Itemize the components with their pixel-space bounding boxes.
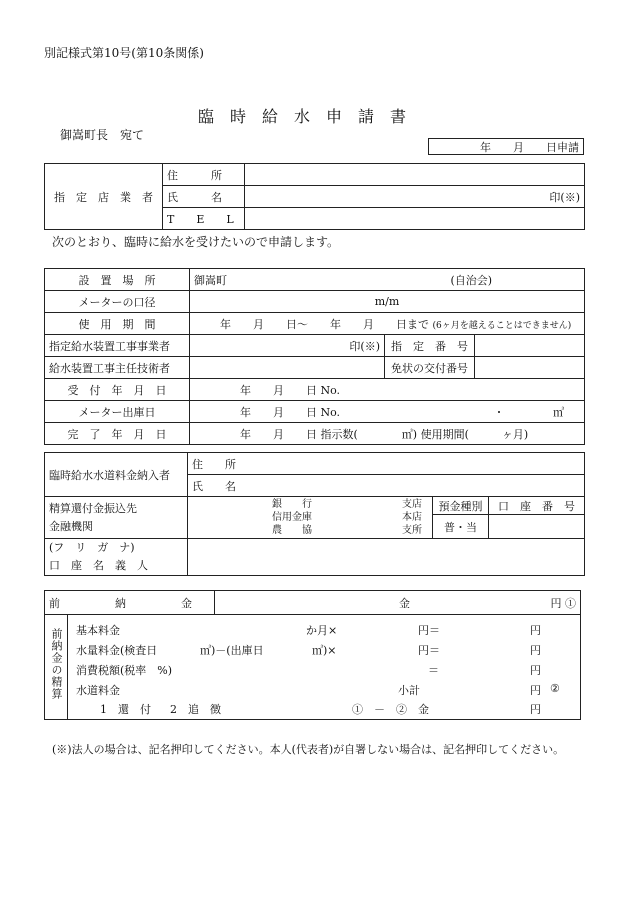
location-label: 設 置 場 所	[45, 269, 190, 291]
account-holder-label	[45, 539, 188, 576]
settlement-formula: ① － ② 金	[352, 703, 429, 716]
base-fee-eq: 円＝	[418, 624, 440, 637]
name-label: 氏 名	[163, 186, 245, 208]
volume-fee-label: 水量料金(検査日	[76, 644, 158, 657]
payer-label: 臨時給水水道料金納入者	[45, 453, 188, 497]
volume-fee-mid: ㎥)－(出庫日	[200, 644, 264, 657]
settlement-top-table	[44, 590, 581, 615]
meter-out-value: 年 月 日 No.	[240, 405, 341, 419]
received-date-field[interactable]: 年 月 日 No.	[190, 379, 585, 401]
location-assoc: (自治会)	[450, 273, 493, 287]
deposit-type-field[interactable]: 普・当	[433, 515, 489, 539]
water-fee-label: 水道料金	[76, 684, 120, 697]
contractor-seal: 印(※)	[349, 339, 380, 353]
base-fee-label: 基本料金	[76, 624, 120, 637]
volume-fee-calc: ㎥)×	[312, 644, 337, 657]
meter-out-unit: ㎥	[553, 405, 565, 419]
volume-fee-eq: 円＝	[418, 644, 440, 657]
engineer-field[interactable]	[190, 357, 385, 379]
meter-diameter-field[interactable]: m/m	[190, 291, 585, 313]
usage-months: 使用期間( ヶ月)	[420, 427, 529, 441]
settlement-divider	[67, 614, 68, 720]
deposit-type-label: 預金種別	[433, 497, 489, 515]
completed-date-field[interactable]	[190, 423, 585, 445]
branch-type-office: 支所	[402, 525, 422, 536]
refund-bank-label	[45, 497, 188, 539]
account-number-label: 口 座 番 号	[489, 497, 585, 515]
account-number-field[interactable]	[489, 515, 585, 539]
form-reference: 別記様式第10号(第10条関係)	[44, 46, 204, 60]
tel-field[interactable]	[245, 208, 585, 230]
prepaid-yen: 円	[550, 596, 562, 610]
payer-name-label: 氏 名	[192, 479, 236, 493]
address-field[interactable]	[245, 164, 585, 186]
subtotal-mark: ②	[550, 682, 560, 695]
prepaid-label: 前 納 金	[45, 591, 215, 615]
surcharge-option[interactable]: 2 追 徴	[170, 703, 221, 716]
usage-period-note: (6ヶ月を越えることはできません)	[432, 320, 572, 331]
page-title: 臨 時 給 水 申 請 書	[198, 107, 407, 126]
seal-mark: 印(※)	[549, 190, 580, 204]
designated-number-field[interactable]	[475, 335, 585, 357]
designated-number-label: 指 定 番 号	[385, 335, 475, 357]
meter-reading: 指示数( ㎥)	[320, 427, 418, 441]
account-holder-field[interactable]	[188, 539, 585, 576]
base-fee-calc: か月×	[306, 624, 338, 637]
completed-date-label: 完 了 年 月 日	[45, 423, 190, 445]
payer-address-label: 住 所	[192, 457, 236, 471]
base-fee-yen: 円	[530, 624, 541, 637]
meter-out-field[interactable]	[190, 401, 585, 423]
payer-name-field[interactable]	[188, 475, 585, 497]
refund-option[interactable]: 1 還 付	[100, 703, 151, 716]
usage-period-label: 使 用 期 間	[45, 313, 190, 335]
footnote: (※)法人の場合は、記名押印してください。本人(代表者)が自署しない場合は、記名押印してください。	[52, 743, 565, 756]
location-town: 御嵩町	[194, 273, 227, 287]
branch-type-main: 本店	[402, 512, 422, 523]
intro-text: 次のとおり、臨時に給水を受けたいので申請します。	[52, 235, 340, 249]
refund-label-line1: 精算還付金振込先	[49, 501, 137, 515]
engineer-label: 給水装置工事主任技術者	[45, 357, 190, 379]
addressee: 御嵩町長 宛て	[60, 128, 145, 142]
application-date-field[interactable]: 年 月 日申請	[428, 138, 584, 155]
settlement-formula-yen: 円	[530, 703, 541, 716]
tax-yen: 円	[530, 664, 541, 677]
prepaid-mark: ①	[565, 596, 576, 610]
received-date-label: 受 付 年 月 日	[45, 379, 190, 401]
subtotal-label: 小計	[398, 684, 420, 697]
tel-label: T E L	[163, 208, 245, 230]
completed-date-value: 年 月 日	[240, 427, 317, 441]
bank-type-nokyo: 農 協	[272, 525, 312, 536]
volume-fee-yen: 円	[530, 644, 541, 657]
usage-period-field[interactable]	[190, 313, 585, 335]
refund-label-line2: 金融機関	[49, 519, 93, 533]
payer-address-field[interactable]	[188, 453, 585, 475]
tax-label: 消費税額(税率 %)	[76, 664, 173, 677]
meter-diameter-label: メーターの口径	[45, 291, 190, 313]
bank-type-bank: 銀 行	[272, 499, 312, 510]
furigana-label: (フ リ ガ ナ)	[49, 541, 135, 554]
contractor-field[interactable]	[190, 335, 385, 357]
tax-eq: ＝	[428, 664, 439, 677]
license-number-label: 免状の交付番号	[385, 357, 475, 379]
license-number-field[interactable]	[475, 357, 585, 379]
subtotal-yen: 円	[530, 684, 541, 697]
designated-contractor-label: 指 定 店 業 者	[45, 164, 163, 230]
contractor-label: 指定給水装置工事事業者	[45, 335, 190, 357]
settlement-vertical-label: 前納金の精算	[50, 628, 63, 700]
address-label: 住 所	[163, 164, 245, 186]
holder-label: 口 座 名 義 人	[49, 559, 148, 572]
payer-table	[44, 452, 585, 576]
prepaid-amount-label: 金	[399, 596, 410, 610]
meter-out-label: メーター出庫日	[45, 401, 190, 423]
bank-name-field[interactable]	[188, 497, 433, 539]
usage-period-value: 年 月 日～ 年 月 日まで	[220, 317, 429, 331]
prepaid-field[interactable]	[215, 591, 581, 615]
installation-details-table	[44, 268, 585, 445]
bank-type-shinkin: 信用金庫	[272, 512, 312, 523]
meter-out-dot: ・	[493, 405, 505, 419]
location-field[interactable]	[190, 269, 585, 291]
name-field[interactable]	[245, 186, 585, 208]
branch-type-branch: 支店	[402, 499, 422, 510]
designated-contractor-table	[44, 163, 585, 230]
